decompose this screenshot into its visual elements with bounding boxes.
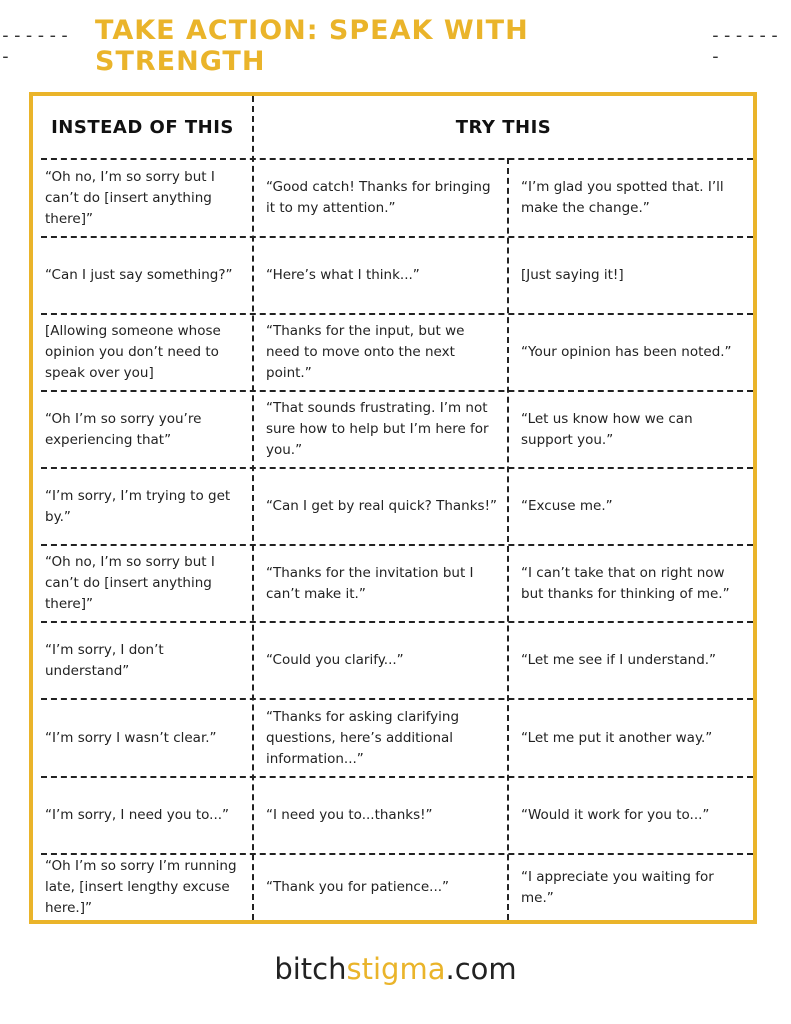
alt-phrase: “Let me see if I understand.”	[521, 652, 717, 668]
try-phrase: “Thanks for asking clarifying questions, here’s additional information...”	[266, 708, 460, 767]
instead-phrase: “Can I just say something?”	[45, 267, 233, 283]
alt-phrase: “Let me put it another way.”	[521, 729, 713, 746]
instead-phrase: “I’m sorry, I don’t understand”	[45, 641, 164, 679]
alt-phrase: “I’m glad you spotted that. I’ll make the change.”	[521, 179, 724, 216]
instead-phrase: “I’m sorry, I’m trying to get by.”	[45, 487, 231, 525]
try-phrase: “Thanks for the input, but we need to move onto the next point.”	[266, 323, 465, 381]
try-phrase: “Thank you for patience...”	[266, 879, 450, 895]
alt-phrase: “Excuse me.”	[521, 498, 613, 514]
try-phrase: “Good catch! Thanks for bringing it to my attention.”	[266, 179, 491, 216]
instead-phrase: “Oh no, I’m so sorry but I can’t do [insert anything there]”	[45, 168, 215, 227]
alt-phrase: “Would it work for you to...”	[521, 807, 710, 823]
try-phrase: “Here’s what I think...”	[266, 267, 420, 283]
try-phrase: “That sounds frustrating. I’m not sure how to help but I’m here for you.”	[266, 400, 489, 458]
instead-phrase: “Oh I’m so sorry I’m running late, [insert lengthy excuse here.]”	[45, 858, 237, 916]
try-phrase: “Thanks for the invitation but I can’t make it.”	[266, 564, 474, 602]
title-left-dashes: -------	[0, 25, 72, 67]
title-row	[0, 15, 791, 77]
instead-phrase: “Oh no, I’m so sorry but I can’t do [insert anything there]”	[45, 554, 215, 612]
instead-phrase: “I’m sorry, I need you to...”	[45, 807, 230, 823]
alt-phrase: “I appreciate you waiting for me.”	[521, 868, 714, 906]
alt-phrase: “Let us know how we can support you.”	[521, 410, 693, 448]
alt-phrase: “Your opinion has been noted.”	[521, 344, 732, 360]
header-try: TRY THIS	[455, 116, 552, 138]
try-phrase: “Could you clarify...”	[266, 652, 404, 668]
footer-part-1: bitch	[274, 952, 347, 986]
try-phrase: “Can I get by real quick? Thanks!”	[266, 498, 497, 514]
instead-phrase: “Oh I’m so sorry you’re experiencing that”	[45, 410, 202, 448]
page-title: TAKE ACTION: SPEAK WITH STRENGTH	[95, 15, 529, 77]
title-right-dashes: -------	[709, 25, 781, 67]
phrase-table	[29, 92, 757, 924]
try-phrase: “I need you to...thanks!”	[266, 807, 433, 823]
alt-phrase: “I can’t take that on right now but thanks for thinking of me.”	[521, 564, 730, 602]
alt-phrase: [Just saying it!]	[521, 267, 624, 283]
header-instead: INSTEAD OF THIS	[51, 116, 234, 138]
footer-site	[0, 952, 791, 986]
footer-part-2: stigma	[346, 952, 446, 986]
instead-phrase: [Allowing someone whose opinion you don’t need to speak over you]	[45, 323, 221, 381]
instead-phrase: “I’m sorry I wasn’t clear.”	[45, 729, 217, 746]
footer-part-3: .com	[445, 952, 517, 986]
